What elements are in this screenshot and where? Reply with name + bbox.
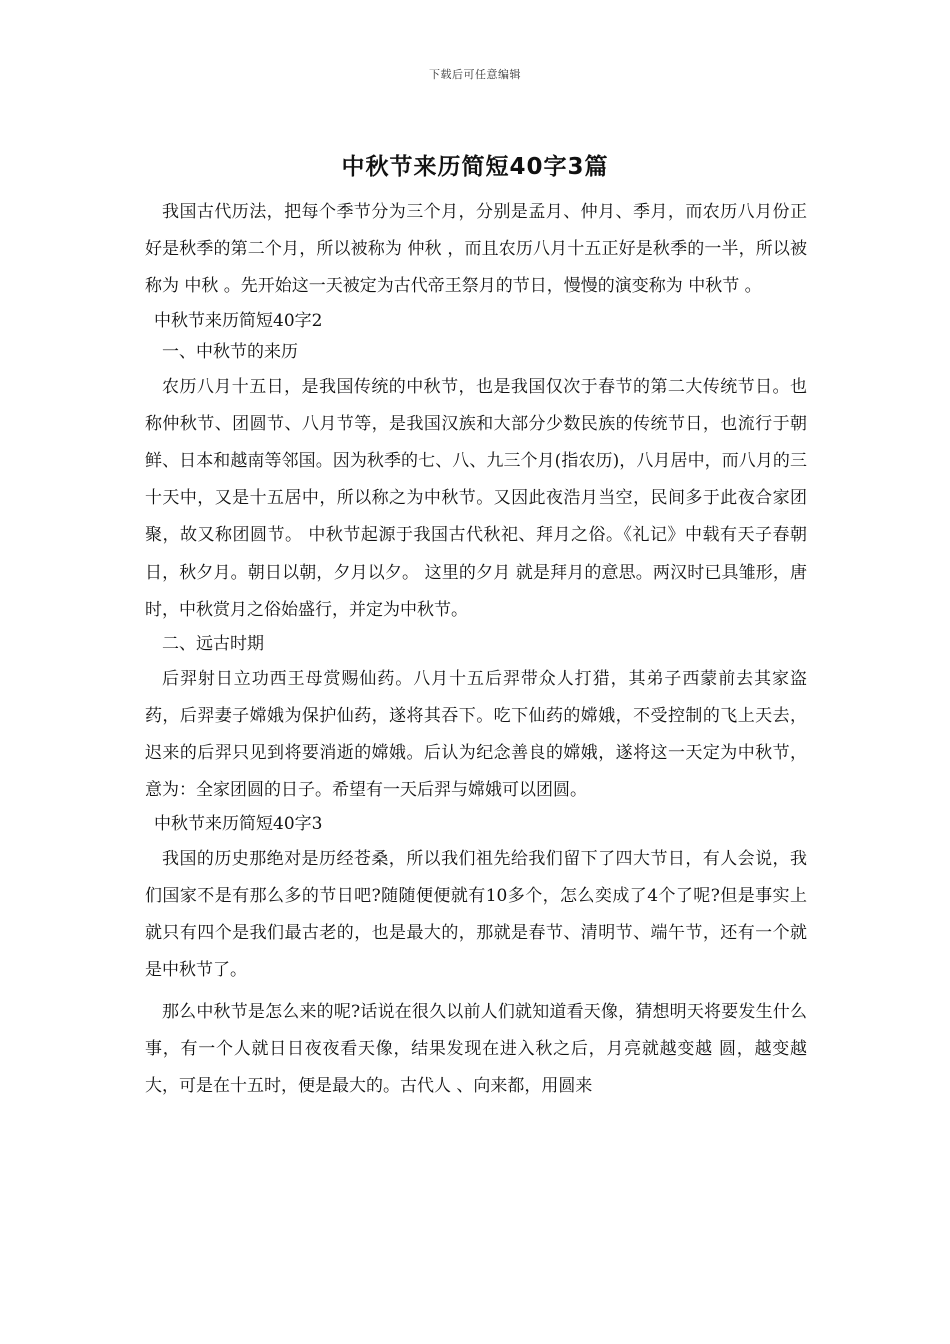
- document-title: 中秋节来历简短40字3篇: [341, 154, 609, 180]
- article-2-section-2-heading: 二、远古时期: [162, 634, 264, 655]
- article-3-paragraph-1: 我国的历史那绝对是历经苍桑，所以我们祖先给我们留下了四大节日，有人会说，我们国家不是有那么多的节日吧?随随便便就有10多个，怎么奕成了4个了呢?但是事实上就只有四个是我们最古老的，也是最大的，那就是春节、清明节、端午节，还有一个就是中秋节了。: [145, 848, 807, 981]
- document-body: [145, 194, 807, 1105]
- article-3-paragraph-2: 那么中秋节是怎么来的呢?话说在很久以前人们就知道看天像，猜想明天将要发生什么事，有一个人就日日夜夜看天像，结果发现在进入秋之后，月亮就越变越 圆，越变越大，可是在十五时，便是最大的。古代人 、向来都，用圆来: [145, 1001, 807, 1097]
- article-2-title: 中秋节来历简短40字2: [154, 310, 323, 331]
- article-2-section-2-text: 后羿射日立功西王母赏赐仙药。八月十五后羿带众人打猎，其弟子西蒙前去其家盗药，后羿妻子嫦娥为保护仙药，遂将其吞下。吃下仙药的嫦娥，不受控制的飞上天去，迟来的后羿只见到将要消逝的嫦娥。后认为纪念善良的嫦娥，遂将这一天定为中秋节，意为：全家团圆的日子。希望有一天后羿与嫦娥可以团圆。: [145, 668, 807, 801]
- article-3-title: 中秋节来历简短40字3: [154, 814, 323, 835]
- intro-paragraph: 我国古代历法，把每个季节分为三个月，分别是孟月、仲月、季月，而农历八月份正好是秋季的第二个月，所以被称为 仲秋 ，而且农历八月十五正好是秋季的一半，所以被称为 中秋 。先开始这一天被定为古代帝王祭月的节日，慢慢的演变称为 中秋节 。: [145, 202, 807, 297]
- article-2-section-1-text: 农历八月十五日，是我国传统的中秋节，也是我国仅次于春节的第二大传统节日。也称仲秋节、团圆节、八月节等，是我国汉族和大部分少数民族的传统节日，也流行于朝鲜、日本和越南等邻国。因为秋季的七、八、九三个月(指农历)，八月居中，而八月的三十天中，又是十五居中，所以称之为中秋节。又因此夜浩月当空，民间多于此夜合家团聚，故又称团圆节。 中秋节起源于我国古代秋祀、拜月之俗。《礼记》中载有天子春朝日，秋夕月。朝日以朝，夕月以夕。 这里的夕月 就是拜月的意思。两汉时已具雏形，唐时，中秋赏月之俗始盛行，并定为中秋节。: [145, 376, 807, 620]
- article-2-section-1-heading: 一、中秋节的来历: [162, 342, 298, 363]
- header-note: 下载后可任意编辑: [429, 68, 521, 81]
